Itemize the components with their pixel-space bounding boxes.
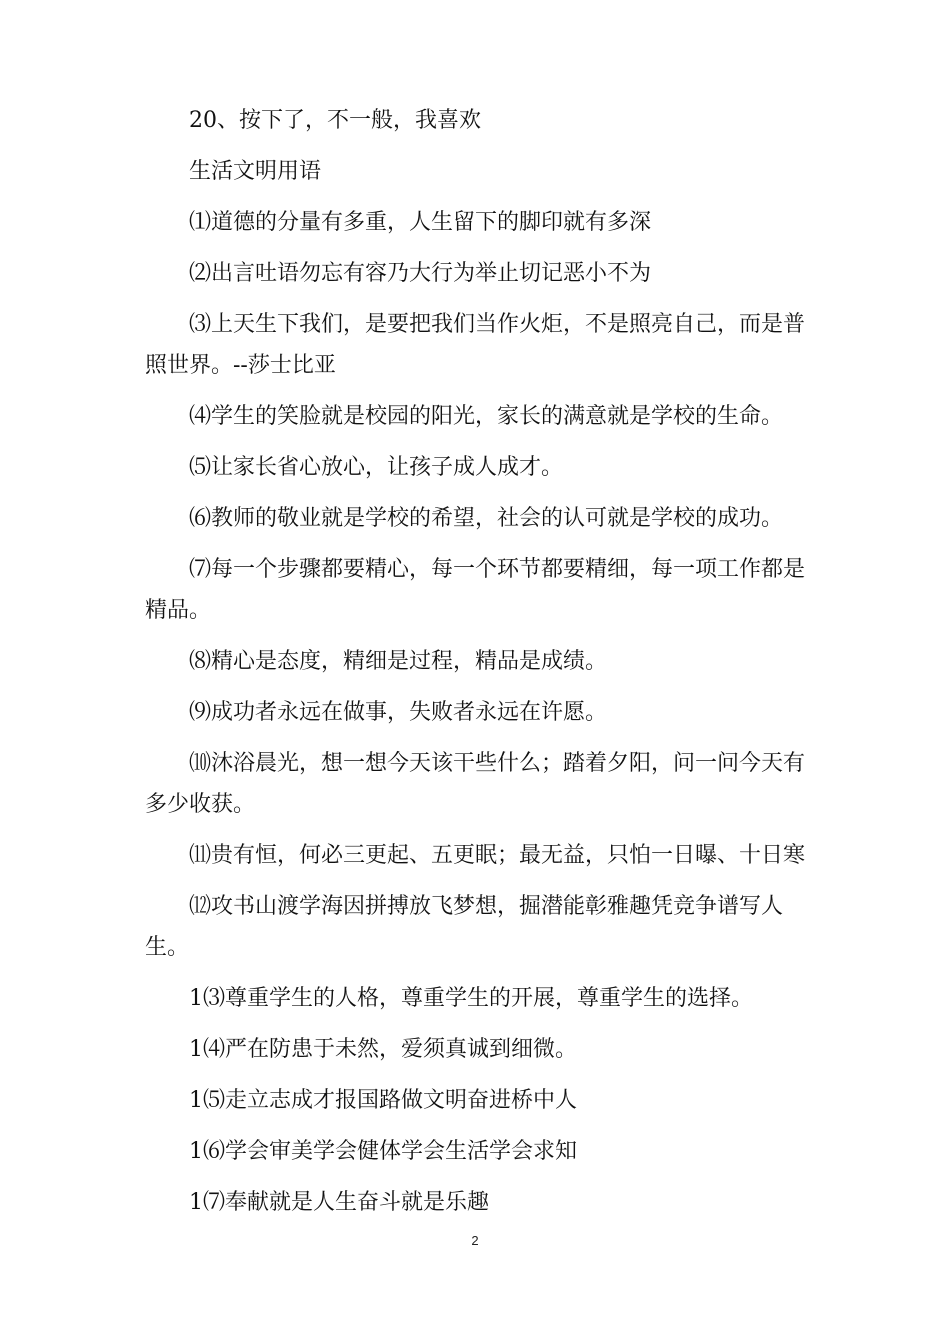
paragraph-11: ⑼成功者永远在做事，失败者永远在许愿。 <box>189 700 608 725</box>
paragraph-18: 1⑹学会审美学会健体学会生活学会求知 <box>189 1139 577 1164</box>
paragraph-19: 1⑺奉献就是人生奋斗就是乐趣 <box>189 1190 489 1215</box>
paragraph-14: ⑿攻书山渡学海因拼搏放飞梦想，掘潜能彰雅趣凭竞争谱写人生。 <box>145 894 784 960</box>
paragraph-5: ⑶上天生下我们，是要把我们当作火炬，不是照亮自己，而是普照世界。--莎士比亚 <box>145 312 806 378</box>
page-number: 2 <box>471 1233 479 1248</box>
paragraph-13: ⑾贵有恒，何必三更起、五更眠；最无益，只怕一日曝、十日寒 <box>189 843 806 868</box>
paragraph-1: 20、按下了，不一般，我喜欢 <box>189 108 481 133</box>
paragraph-2: 生活文明用语 <box>189 159 322 184</box>
paragraph-8: ⑹教师的敬业就是学校的希望，社会的认可就是学校的成功。 <box>189 506 784 531</box>
paragraph-16: 1⑷严在防患于未然，爱须真诚到细微。 <box>189 1037 577 1062</box>
paragraph-6: ⑷学生的笑脸就是校园的阳光，家长的满意就是学校的生命。 <box>189 404 784 429</box>
paragraph-12: ⑽沐浴晨光，想一想今天该干些什么；踏着夕阳，问一问今天有多少收获。 <box>145 751 806 817</box>
paragraph-3: ⑴道德的分量有多重，人生留下的脚印就有多深 <box>189 210 652 235</box>
paragraph-15: 1⑶尊重学生的人格，尊重学生的开展，尊重学生的选择。 <box>189 986 753 1011</box>
paragraph-4: ⑵出言吐语勿忘有容乃大行为举止切记恶小不为 <box>189 261 652 286</box>
paragraph-9: ⑺每一个步骤都要精心，每一个环节都要精细，每一项工作都是精品。 <box>145 557 806 623</box>
paragraph-17: 1⑸走立志成才报国路做文明奋进桥中人 <box>189 1088 577 1113</box>
paragraph-10: ⑻精心是态度，精细是过程，精品是成绩。 <box>189 649 608 674</box>
paragraph-7: ⑸让家长省心放心，让孩子成人成才。 <box>189 455 564 480</box>
document-body <box>145 100 825 1233</box>
